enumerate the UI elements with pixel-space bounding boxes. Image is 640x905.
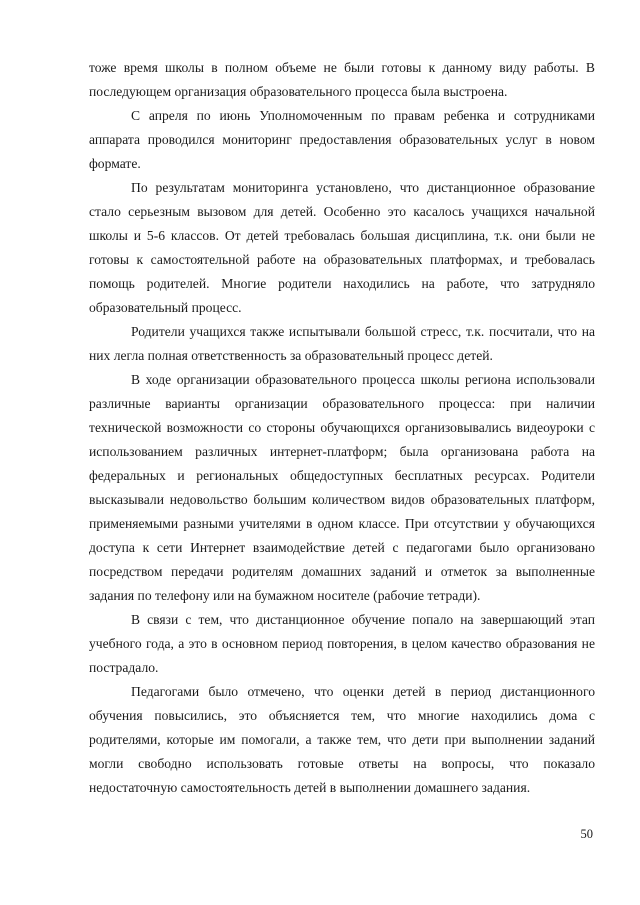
paragraph-monitoring-results: По результатам мониторинга установлено, что дистанционное образование стало серьезным вызовом для детей. Особенно это касалось учащихся начальной школы и 5-6 классов. От детей требовалась большая дисциплина, т.к. они были не готовы к самостоятельной работе на образовательных платформах, и требовалась помощь родителей. Многие родители находились на работе, что затрудняло образовательный процесс.: [89, 180, 595, 315]
paragraph-monitoring-period: С апреля по июнь Уполномоченным по правам ребенка и сотрудниками аппарата проводился мониторинг предоставления образовательных услуг в новом формате.: [89, 108, 595, 171]
paragraph-teacher-observations: Педагогами было отмечено, что оценки детей в период дистанционного обучения повысились, это объясняется тем, что многие находились дома с родителями, которые им помогали, а также тем, что дети при выполнении заданий могли свободно использовать готовые ответы на вопросы, что показало недостаточную самостоятельность детей в выполнении домашнего задания.: [89, 684, 595, 795]
paragraph-education-quality: В связи с тем, что дистанционное обучение попало на завершающий этап учебного года, а это в основном период повторения, в целом качество образования не пострадало.: [89, 612, 595, 675]
paragraph-parents-stress: Родители учащихся также испытывали большой стресс, т.к. посчитали, что на них легла полная ответственность за образовательный процесс детей.: [89, 324, 595, 363]
paragraph-organization-variants: В ходе организации образовательного процесса школы региона использовали различные варианты организации образовательного процесса: при наличии технической возможности со стороны обучающихся организовывались видеоуроки с использованием различных интернет-платформ; была организована работа на федеральных и региональных общедоступных бесплатных ресурсах. Родители высказывали недовольство большим количеством видов образовательных платформ, применяемыми разными учителями в одном классе. При отсутствии у обучающихся доступа к сети Интернет взаимодействие детей с педагогами было организовано посредством передачи родителям домашних заданий и отметок за выполненные задания по телефону или на бумажном носителе (рабочие тетради).: [89, 372, 595, 603]
page-number: 50: [580, 827, 593, 841]
paragraph-continuation: тоже время школы в полном объеме не были готовы к данному виду работы. В последующем организация образовательного процесса была выстроена.: [89, 60, 595, 99]
document-body: [89, 56, 595, 800]
